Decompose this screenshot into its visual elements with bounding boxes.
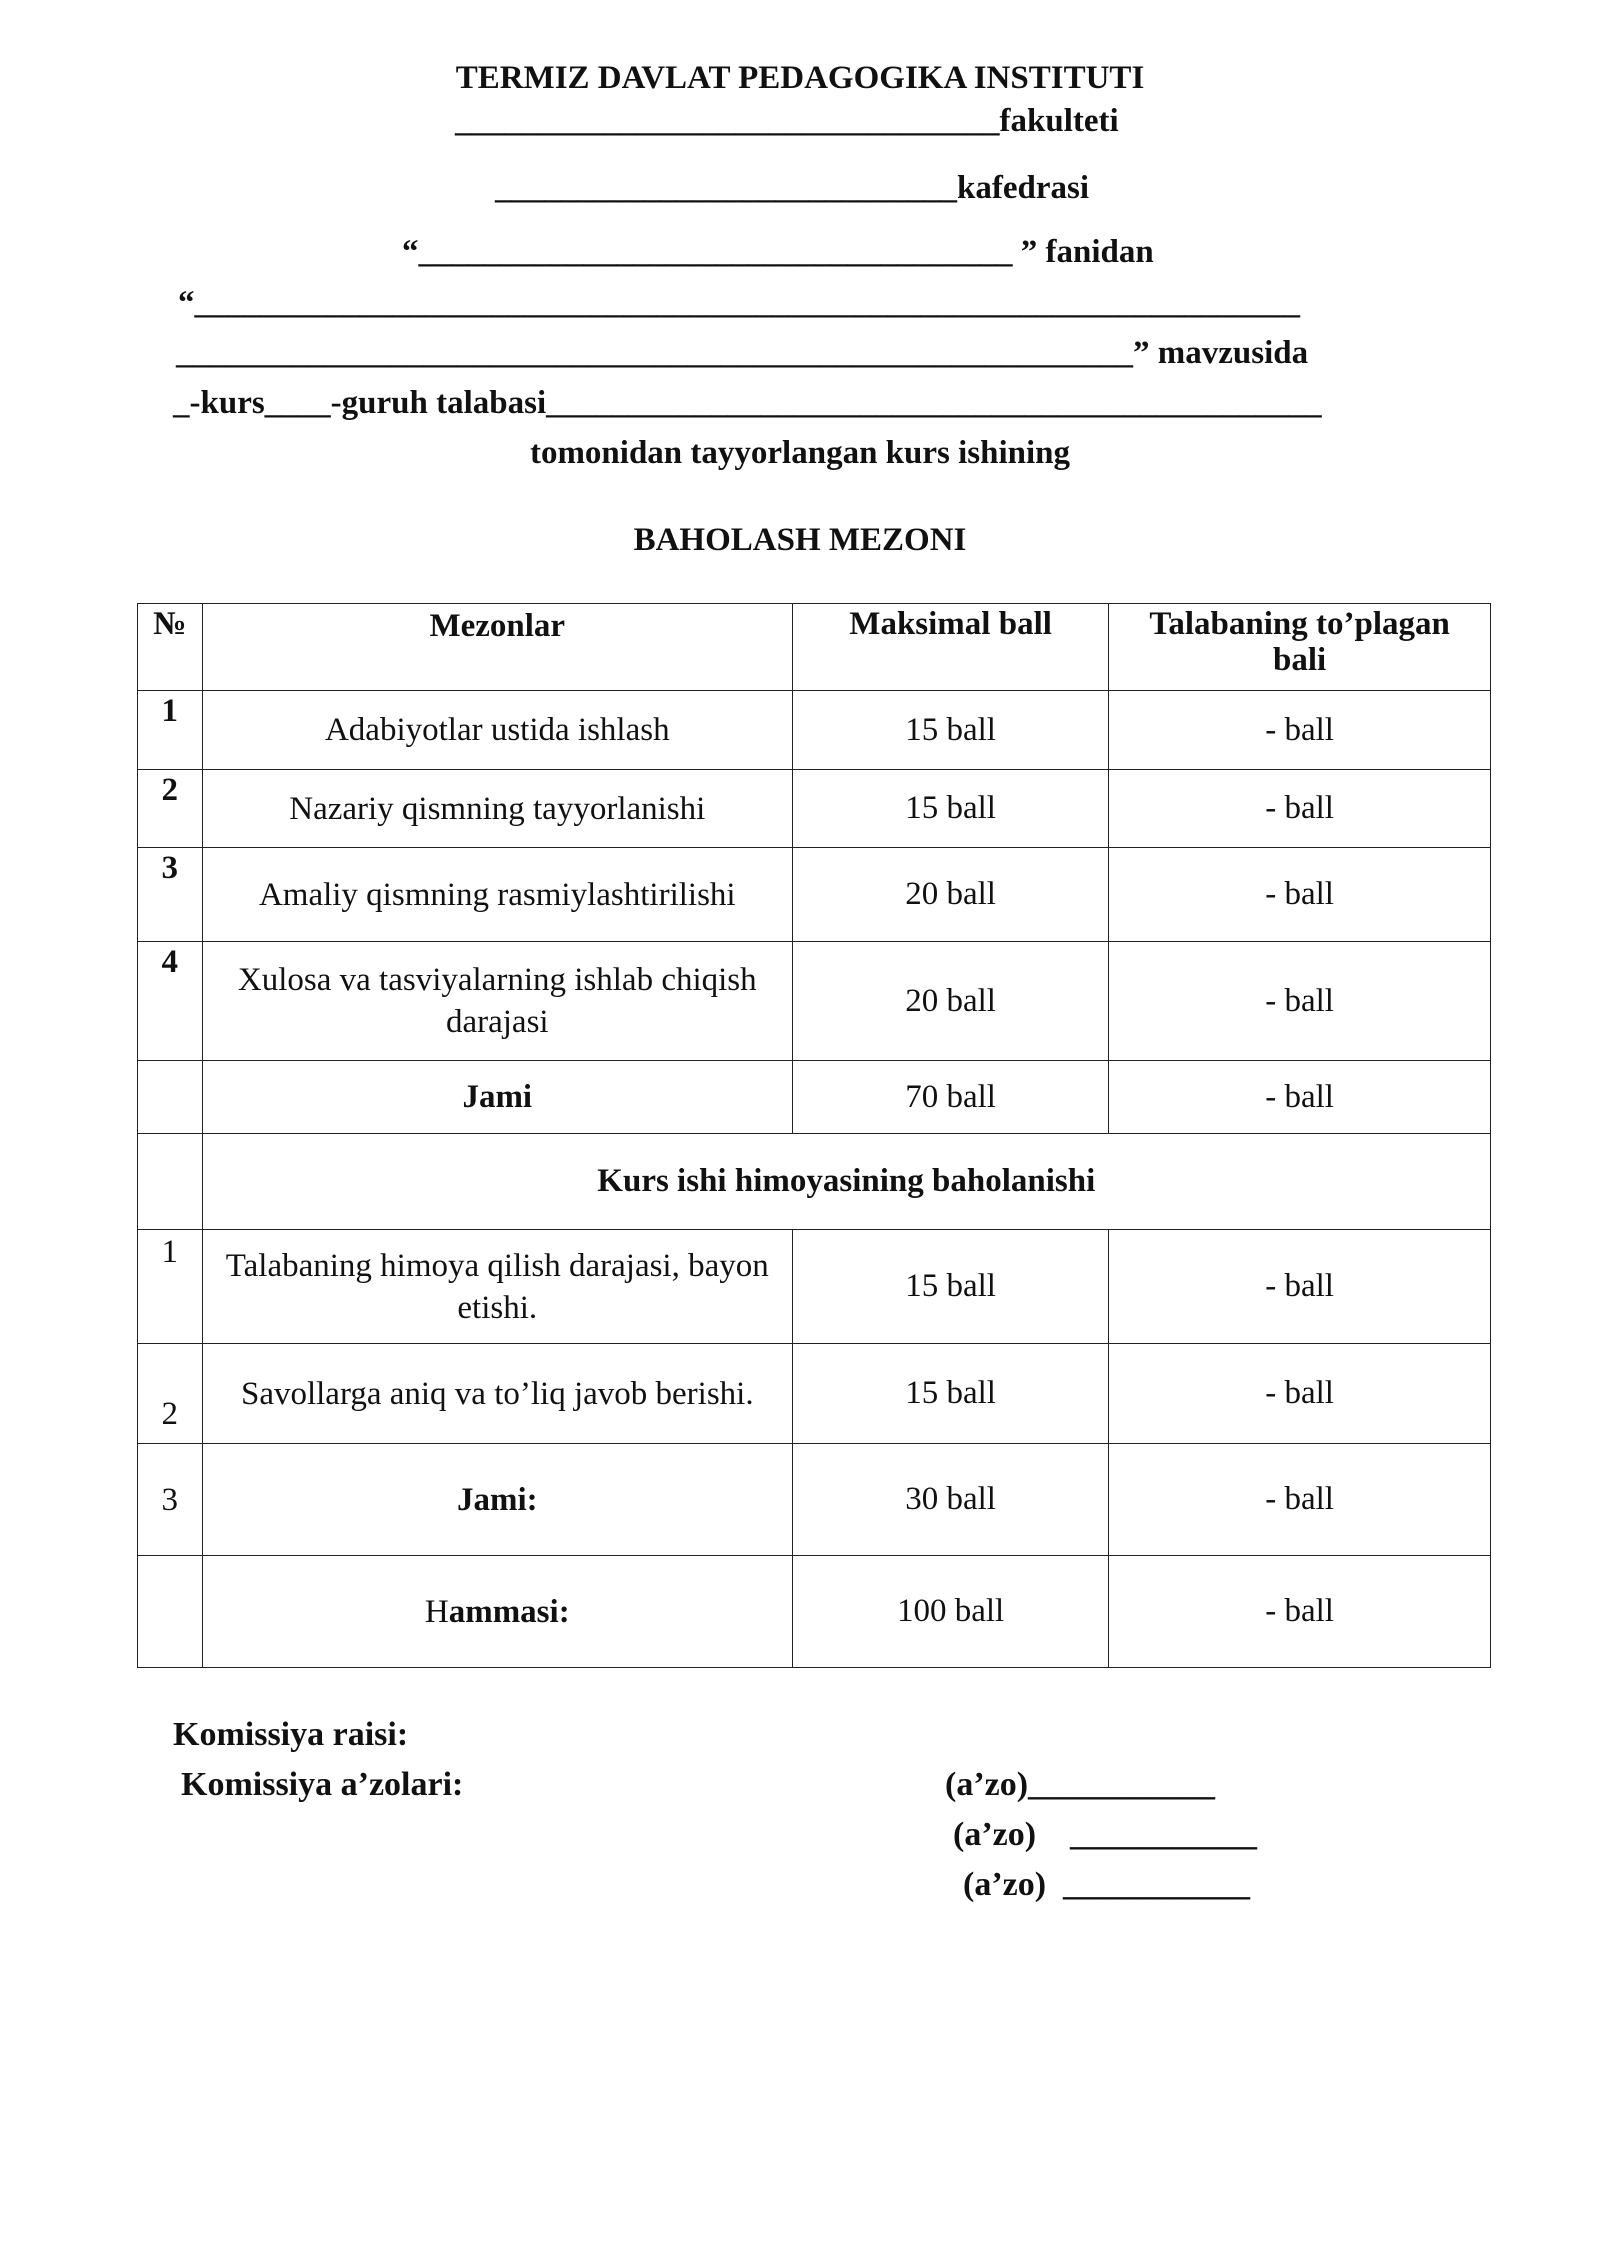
subtotal-max-score: 70 ball [793,1061,1109,1134]
commission-chair-label: Komissiya raisi: [173,1716,409,1753]
grand-total-row [138,1556,1491,1668]
row-number [138,1061,203,1134]
max-score-cell: 15 ball [793,770,1109,848]
grand-total-label [202,1556,792,1668]
row-number [138,1556,203,1668]
topic-line-2 [176,333,1308,373]
criterion-cell: Nazariy qismning tayyorlanishi [202,770,792,848]
subtotal-student-score: - ball [1109,1061,1491,1134]
subject-blank: ____________________________________ [418,234,1013,270]
grand-total-label-rest: ammasi: [448,1593,570,1630]
table-row [138,1230,1491,1344]
member-signature-line-3: (a’zo) ___________ [963,1866,1251,1903]
grand-total-max-score: 100 ball [793,1556,1109,1668]
row-number: 2 [138,1344,203,1444]
criterion-cell: Amaliy qismning rasmiylashtirilishi [202,848,792,942]
table-header-row [138,604,1491,691]
defense-subtotal-row [138,1444,1491,1556]
table-row [138,942,1491,1061]
table-row [138,691,1491,770]
table-row [138,770,1491,848]
criterion-cell: Savollarga aniq va to’liq javob berishi. [202,1344,792,1444]
student-score-cell: - ball [1109,942,1491,1061]
defense-subtotal-label: Jami: [202,1444,792,1556]
member-signature-line-2: (a’zo) ___________ [953,1816,1258,1853]
department-line [495,168,1089,208]
document-title: BAHOLASH MEZONI [633,522,967,558]
member-signature-line-1: (a’zo)___________ [945,1766,1216,1803]
criterion-cell: Xulosa va tasviyalarning ishlab chiqish darajasi [202,942,792,1061]
topic-line-1: “___________________________________________________________________ [178,285,1300,321]
defense-subtotal-student-score: - ball [1109,1444,1491,1556]
defense-subtotal-max-score: 30 ball [793,1444,1109,1556]
commission-members-label: Komissiya a’zolari: [181,1766,464,1803]
row-number [138,1134,203,1230]
defense-section-row [138,1134,1491,1230]
row-number: 3 [138,848,203,942]
student-score-cell: - ball [1109,770,1491,848]
table-row [138,1344,1491,1444]
faculty-label: fakulteti [999,103,1119,139]
row-number: 2 [138,770,203,848]
institute-title: TERMIZ DAVLAT PEDAGOGIKA INSTITUTI [455,60,1145,96]
max-score-cell: 15 ball [793,1230,1109,1344]
criterion-cell: Adabiyotlar ustida ishlash [202,691,792,770]
grading-table [137,603,1491,1668]
faculty-line [455,101,1119,141]
max-score-cell: 20 ball [793,942,1109,1061]
grand-total-label-first: H [424,1593,449,1630]
max-score-cell: 15 ball [793,691,1109,770]
subject-line [402,232,1154,272]
subject-label: ” fanidan [1012,234,1154,270]
department-blank: ____________________________ [495,170,957,206]
row-number: 1 [138,1230,203,1344]
max-score-cell: 20 ball [793,848,1109,942]
student-score-cell: - ball [1109,1230,1491,1344]
max-score-cell: 15 ball [793,1344,1109,1444]
subtotal-row [138,1061,1491,1134]
criterion-cell: Talabaning himoya qilish darajasi, bayon etishi. [202,1230,792,1344]
row-number: 4 [138,942,203,1061]
column-header-student-score: Talabaning to’plagan bali [1109,604,1491,691]
row-number: 3 [138,1444,203,1556]
student-score-cell: - ball [1109,1344,1491,1444]
subtotal-label: Jami [202,1061,792,1134]
student-score-cell: - ball [1109,691,1491,770]
defense-section-title: Kurs ishi himoyasining baholanishi [202,1134,1490,1230]
column-header-number: № [138,604,203,691]
topic-label: ” mavzusida [1133,335,1309,371]
prepared-by-line: tomonidan tayyorlangan kurs ishining [529,435,1071,471]
grand-total-student-score: - ball [1109,1556,1491,1668]
row-number: 1 [138,691,203,770]
subject-open-quote: “ [402,234,419,270]
column-header-max-score: Maksimal ball [793,604,1109,691]
department-label: kafedrasi [957,170,1089,206]
faculty-blank: _________________________________ [455,103,1000,139]
table-row [138,848,1491,942]
student-line: _-kurs____-guruh talabasi_______________________________________________ [173,385,1322,421]
column-header-criteria: Mezonlar [202,604,792,691]
student-score-cell: - ball [1109,848,1491,942]
topic-blank: __________________________________________________________ [176,335,1133,371]
